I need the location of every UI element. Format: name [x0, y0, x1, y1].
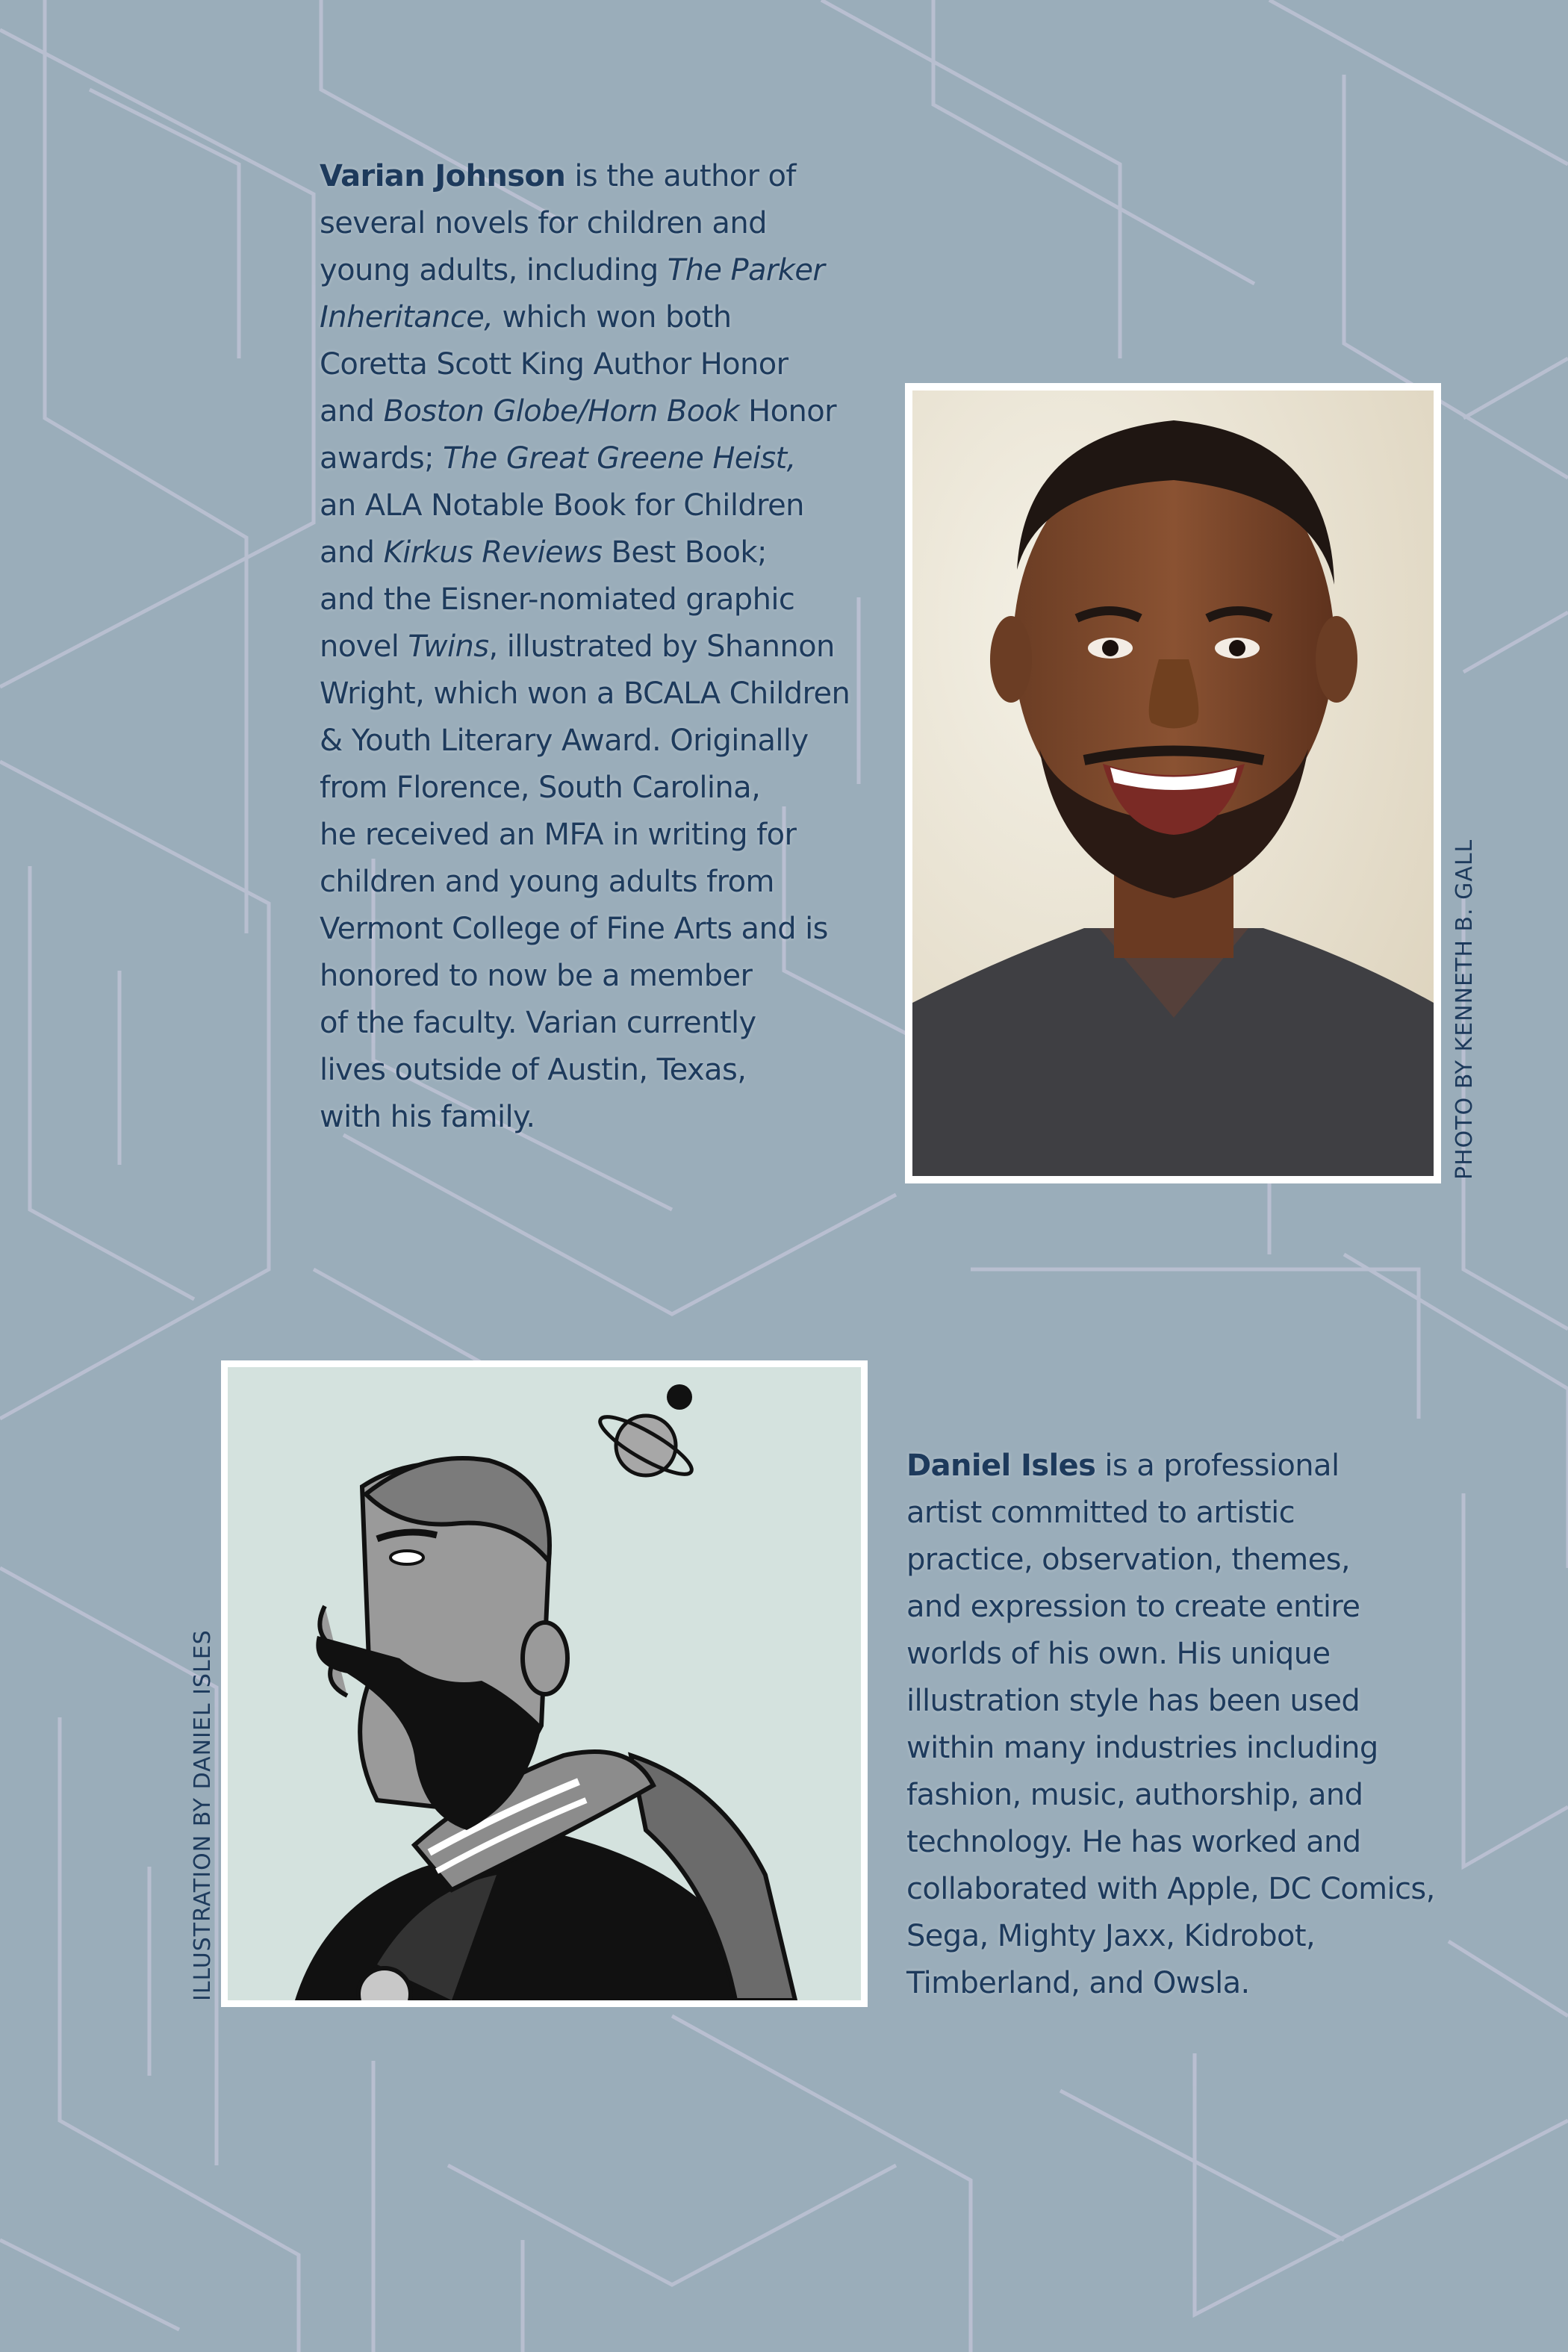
bio-line	[906, 1725, 1435, 1772]
bio-text: worlds of his own. His unique	[906, 1637, 1331, 1671]
bio-line	[906, 1913, 1435, 1960]
bio-text: novel	[320, 629, 408, 664]
bio-text: Timberland, and Owsla.	[906, 1966, 1250, 2000]
bio-text: several novels for children and	[320, 206, 767, 240]
bio-line	[320, 482, 850, 529]
bio-text: honored to now be a member	[320, 959, 753, 993]
bio-text: within many industries including	[906, 1731, 1378, 1765]
author-bio-varian-johnson	[320, 153, 850, 1141]
bio-text: young adults, including	[320, 253, 668, 287]
bio-text: is the author of	[565, 159, 796, 193]
bio-text: practice, observation, themes,	[906, 1543, 1350, 1577]
bio-line	[906, 1866, 1435, 1913]
bio-text: which won both	[493, 300, 732, 335]
bio-text: and	[320, 535, 384, 570]
bio-line	[320, 623, 850, 671]
book-title: Kirkus Reviews	[383, 535, 603, 570]
bio-line	[320, 200, 850, 247]
bio-line	[320, 812, 850, 859]
book-title: Twins	[408, 629, 489, 664]
illustrator-illustration-image	[228, 1367, 861, 2000]
photo-credit: PHOTO BY KENNETH B. GALL	[1452, 839, 1478, 1180]
bio-text: lives outside of Austin, Texas,	[320, 1053, 747, 1087]
book-title: Boston Globe/Horn Book	[383, 394, 740, 429]
bio-line	[906, 1537, 1435, 1584]
illustrator-bio-daniel-isles	[906, 1443, 1435, 2007]
bio-line	[906, 1631, 1435, 1678]
bio-text: and the Eisner-nomiated graphic	[320, 582, 795, 617]
bio-line	[906, 1443, 1435, 1490]
bio-text: awards;	[320, 441, 444, 476]
bio-line	[906, 1584, 1435, 1631]
bio-text: and expression to create entire	[906, 1590, 1360, 1624]
book-title: The Great Greene Heist,	[443, 441, 796, 476]
bio-line	[320, 294, 850, 341]
bio-text: illustration style has been used	[906, 1684, 1360, 1718]
bio-line	[320, 153, 850, 200]
bio-line	[906, 1678, 1435, 1725]
bio-text: technology. He has worked and	[906, 1825, 1361, 1859]
bio-text: & Youth Literary Award. Originally	[320, 724, 809, 758]
bio-text: from Florence, South Carolina,	[320, 771, 761, 805]
bio-line	[320, 859, 850, 906]
illustration-credit: ILLUSTRATION BY DANIEL ISLES	[190, 1629, 216, 2001]
bio-line	[320, 529, 850, 576]
bio-text: and	[320, 394, 384, 429]
bio-text: is a professional	[1095, 1449, 1340, 1483]
bio-line	[906, 1772, 1435, 1819]
illustrator-portrait	[221, 1360, 868, 2007]
bio-text: Coretta Scott King Author Honor	[320, 347, 788, 382]
book-title: Inheritance,	[320, 300, 494, 335]
bio-line	[320, 953, 850, 1000]
bio-name: Varian Johnson	[320, 159, 566, 193]
bio-line	[906, 1960, 1435, 2007]
bio-text: fashion, music, authorship, and	[906, 1778, 1363, 1812]
bio-line	[320, 718, 850, 765]
author-portrait-image	[912, 391, 1434, 1176]
bio-text: with his family.	[320, 1100, 535, 1134]
bio-text: , illustrated by Shannon	[488, 629, 835, 664]
bio-text: Best Book;	[602, 535, 767, 570]
bio-text: an ALA Notable Book for Children	[320, 488, 804, 523]
bio-name: Daniel Isles	[906, 1449, 1096, 1483]
bio-text: of the faculty. Varian currently	[320, 1006, 756, 1040]
bio-text: he received an MFA in writing for	[320, 818, 797, 852]
bio-text: Wright, which won a BCALA Children	[320, 676, 850, 711]
bio-text: artist committed to artistic	[906, 1496, 1295, 1530]
bio-line	[320, 906, 850, 953]
author-photo	[905, 383, 1441, 1183]
bio-line	[320, 576, 850, 623]
bio-line	[320, 1000, 850, 1047]
bio-line	[906, 1819, 1435, 1866]
bio-text: children and young adults from	[320, 865, 774, 899]
bio-line	[320, 388, 850, 435]
bio-line	[906, 1490, 1435, 1537]
bio-line	[320, 671, 850, 718]
bio-line	[320, 247, 850, 294]
bio-line	[320, 341, 850, 388]
bio-line	[320, 1094, 850, 1141]
bio-line	[320, 435, 850, 482]
bio-line	[320, 765, 850, 812]
book-title: The Parker	[667, 253, 825, 287]
bio-text: Vermont College of Fine Arts and is	[320, 912, 828, 946]
bio-text: Sega, Mighty Jaxx, Kidrobot,	[906, 1919, 1316, 1953]
bio-line	[320, 1047, 850, 1094]
bio-text: collaborated with Apple, DC Comics,	[906, 1872, 1435, 1906]
bio-text: Honor	[739, 394, 836, 429]
